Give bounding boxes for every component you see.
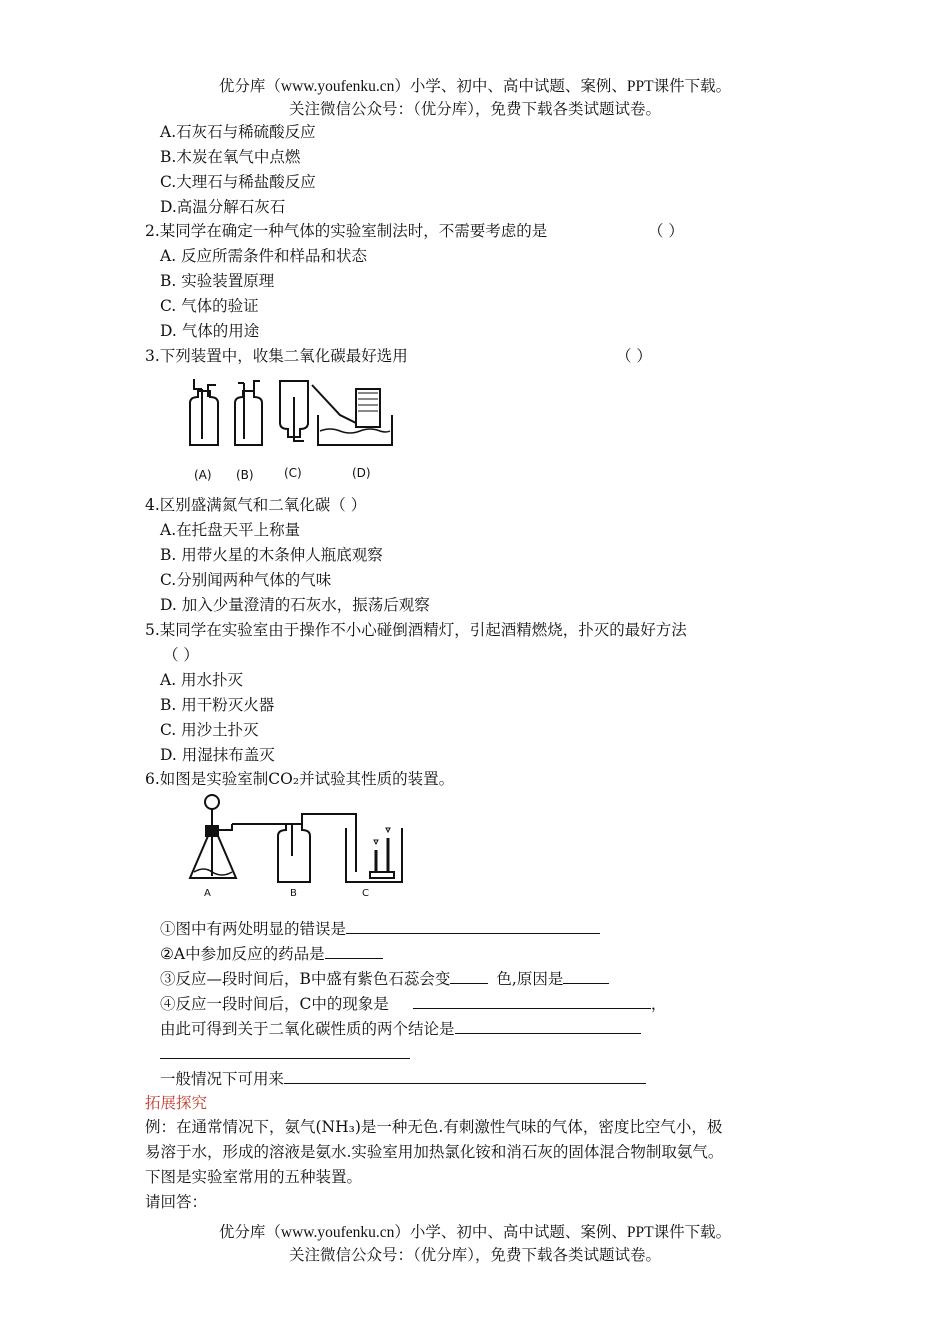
q2-stem: 2.某同学在确定一种气体的实验室制法时，不需要考虑的是 [145,222,548,240]
q1-option-d: D.高温分解石灰石 [160,198,286,216]
q6-sub6-blank[interactable] [284,1067,646,1084]
q3-apparatus-a [190,379,218,445]
q2-option-b: B. 实验装置原理 [160,272,275,290]
q6-sub4-end: ， [650,995,667,1013]
q6-bottle-b [278,814,356,882]
q3-label-c: (C) [284,466,302,480]
footer-line-1: 优分库（www.youfenku.cn）小学、初中、高中试题、案例、PPT课件下载。 [218,1224,732,1241]
q1-option-c: C.大理石与稀盐酸反应 [160,173,316,191]
extension-paragraph-2: 易溶于水，形成的溶液是氨水.实验室用加热氯化铵和消石灰的固体混合物制取氨气。 [145,1143,724,1161]
q2-option-c: C. 气体的验证 [160,297,259,315]
q6-sub4-blank[interactable] [413,992,651,1009]
q6-sub4 [160,992,666,1015]
q3-apparatus-b [235,381,262,445]
q6-flask-a [190,795,236,878]
q6-sub4-text: ④反应一段时间后，C中的现象是 [160,995,389,1013]
q4-option-c: C.分别闻两种气体的气味 [160,571,332,589]
q5-option-d: D. 用湿抹布盖灭 [160,746,275,764]
q6-sub2-text: ②A中参加反应的药品是 [160,945,325,963]
extension-title: 拓展探究 [145,1094,208,1112]
q5-stem: 5.某同学在实验室由于操作不小心碰倒酒精灯，引起酒精燃烧，扑灭的最好方法 [145,621,687,639]
q3-label-a: (A) [194,468,212,482]
q2-option-a: A. 反应所需条件和样品和状态 [160,247,368,265]
q4-option-a: A.在托盘天平上称量 [160,521,301,539]
q5-option-a: A. 用水扑灭 [160,671,244,689]
q6-sub3-blank-color[interactable] [450,967,488,984]
q6-sub3-text-b: 色,原因是 [496,970,564,988]
q3-apparatus-d [312,385,392,445]
q6-apparatus-figure [180,792,420,902]
header-line-2: 关注微信公众号：（优分库），免费下载各类试题试卷。 [288,101,661,118]
q6-sub5-blank-2[interactable] [160,1042,410,1059]
q6-stem: 6.如图是实验室制CO₂并试验其性质的装置。 [145,770,455,788]
extension-paragraph-1: 例：在通常情况下，氨气(NH₃)是一种无色.有刺激性气味的气体，密度比空气小，极 [145,1118,723,1136]
q6-label-a: A [204,888,211,899]
q3-apparatus-c [280,381,308,441]
q3-label-b: (B) [236,468,254,482]
q6-sub5 [160,1017,641,1040]
q6-beaker-c [346,828,402,882]
q3-apparatus-figure [180,375,400,485]
q3-stem: 3.下列装置中，收集二氧化碳最好选用 [145,347,408,365]
q3-label-d: (D) [352,466,371,480]
q6-sub5-text: 由此可得到关于二氧化碳性质的两个结论是 [160,1020,455,1038]
q6-tube-ab [232,824,292,856]
q4-option-b: B. 用带火星的木条伸人瓶底观察 [160,546,383,564]
q1-option-a: A.石灰石与稀硫酸反应 [160,123,316,141]
q6-sub3 [160,967,609,990]
q6-label-b: B [290,888,297,899]
q6-sub1-blank[interactable] [346,917,600,934]
q6-sub6 [160,1067,646,1090]
q6-sub2-blank[interactable] [325,942,383,959]
q6-sub3-text-a: ③反应—段时间后，B中盛有紫色石蕊会变 [160,970,451,988]
q4-stem: 4.区别盛满氮气和二氧化碳（ ） [145,496,367,514]
q1-option-b: B.木炭在氧气中点燃 [160,148,301,166]
q5-option-c: C. 用沙土扑灭 [160,721,259,739]
q6-sub5-continued [160,1042,410,1065]
q2-option-d: D. 气体的用途 [160,322,260,340]
q6-label-c: C [362,888,369,899]
q6-sub5-blank-1[interactable] [455,1017,641,1034]
q2-answer-paren: （ ） [648,222,684,240]
extension-paragraph-4: 请回答： [145,1193,208,1211]
q6-sub6-text: 一般情况下可用来 [160,1070,285,1088]
q6-sub2 [160,942,383,965]
header-line-1: 优分库（www.youfenku.cn）小学、初中、高中试题、案例、PPT课件下载。 [218,78,732,95]
footer-line-2: 关注微信公众号：（优分库），免费下载各类试题试卷。 [288,1247,661,1264]
q5-answer-paren: （ ） [163,646,199,664]
q6-sub1 [160,917,600,940]
q4-option-d: D. 加入少量澄清的石灰水，振荡后观察 [160,596,430,614]
q5-option-b: B. 用干粉灭火器 [160,696,275,714]
q3-answer-paren: （ ） [616,347,652,365]
q6-sub1-text: ①图中有两处明显的错误是 [160,920,347,938]
q6-sub3-blank-reason[interactable] [563,967,609,984]
extension-paragraph-3: 下图是实验室常用的五种装置。 [145,1168,363,1186]
